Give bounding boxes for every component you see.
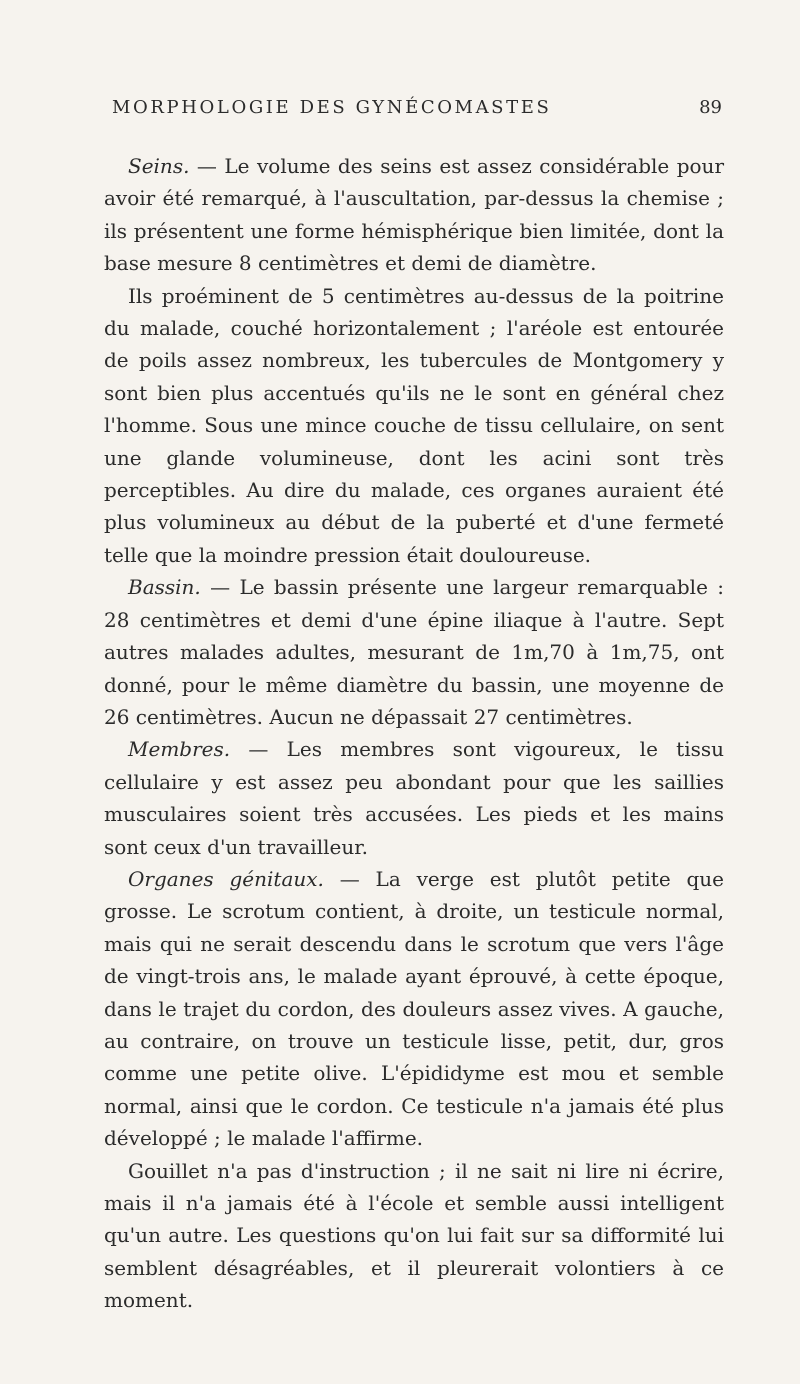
- paragraph-membres: [104, 733, 724, 863]
- section-heading: Membres.: [128, 737, 231, 762]
- page-number: 89: [699, 97, 722, 118]
- paragraph-bassin: [104, 571, 724, 733]
- paragraph-organes-genitaux: [104, 863, 724, 1155]
- paragraph-seins: [104, 150, 724, 280]
- paragraph-text: — Le volume des seins est assez considérable pour avoir été remarqué, à l'auscultation, par-dessus la chemise ; ils présentent une forme hémisphérique bien limitée, dont la base mesure 8 centimètres et demi de diamètre.: [104, 154, 724, 276]
- paragraph-proeminent: [104, 280, 724, 572]
- section-heading: Bassin.: [128, 575, 201, 600]
- running-head: [112, 97, 722, 125]
- running-title: MORPHOLOGIE DES GYNÉCOMASTES: [112, 97, 552, 118]
- paragraph-text: — Les membres sont vigoureux, le tissu cellulaire y est assez peu abondant pour que les saillies musculaires soient très accusées. Les pieds et les mains sont ceux d'un travailleur.: [104, 737, 724, 859]
- body-text: [104, 150, 724, 1317]
- paragraph-text: Ils proéminent de 5 centimètres au-dessus de la poitrine du malade, couché horizontalement ; l'aréole est entourée de poils assez nombreux, les tubercules de Montgomery y sont bien plus accentués qu'ils ne le sont en général chez l'homme. Sous une mince couche de tissu cellulaire, on sent une glande volumineuse, dont les acini sont très perceptibles. Au dire du malade, ces organes auraient été plus volumineux au début de la puberté et d'une fermeté telle que la moindre pression était douloureuse.: [104, 283, 724, 567]
- paragraph-text: — Le bassin présente une largeur remarquable : 28 centimètres et demi d'une épine iliaque à l'autre. Sept autres malades adultes, mesurant de 1m,70 à 1m,75, ont donné, pour le même diamètre du bassin, une moyenne de 26 centimètres. Aucun ne dépassait 27 centimètres.: [104, 575, 724, 729]
- paragraph-text: Gouillet n'a pas d'instruction ; il ne sait ni lire ni écrire, mais il n'a jamais été à l'école et semble aussi intelligent qu'un autre. Les questions qu'on lui fait sur sa difformité lui semblent désagréables, et il pleurerait volontiers à ce moment.: [104, 1158, 724, 1313]
- paragraph-gouillet: [104, 1155, 724, 1317]
- section-heading: Seins.: [128, 154, 190, 178]
- paragraph-text: — La verge est plutôt petite que grosse. Le scrotum contient, à droite, un testicule normal, mais qui ne serait descendu dans le scrotum que vers l'âge de vingt-trois ans, le malade ayant éprouvé, à cette époque, dans le trajet du cordon, des douleurs assez vives. A gauche, au contraire, on trouve un testicule lisse, petit, dur, gros comme une petite olive. L'épididyme est mou et semble normal, ainsi que le cordon. Ce testicule n'a jamais été plus développé ; le malade l'affirme.: [104, 866, 724, 1151]
- section-heading: Organes génitaux.: [128, 866, 324, 891]
